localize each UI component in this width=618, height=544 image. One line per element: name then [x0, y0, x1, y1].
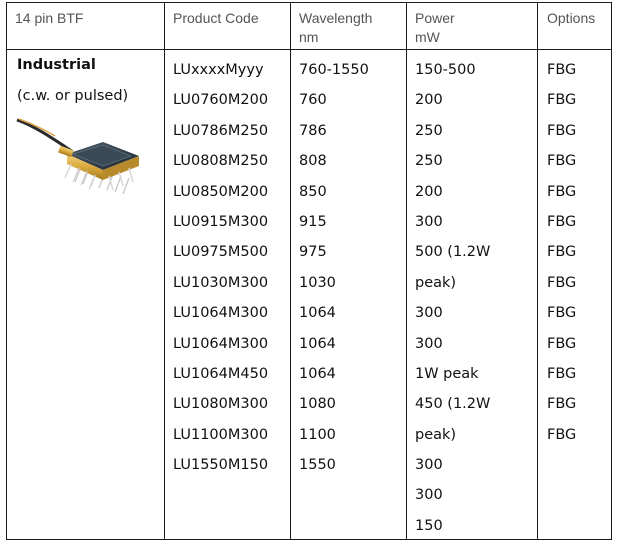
wavelength-cell: 808	[299, 153, 327, 170]
options-cell: FBG	[547, 274, 577, 291]
wavelength-cell: 1064	[299, 335, 336, 352]
product-code-cell: LU1080M300	[173, 396, 269, 413]
options-cell: FBG	[547, 396, 577, 413]
column-divider	[164, 3, 165, 539]
power-cell: 200	[415, 183, 443, 200]
wavelength-cell: 915	[299, 213, 327, 230]
power-cell: 300	[415, 305, 443, 322]
product-code-cell: LU0975M500	[173, 244, 269, 261]
power-cell: 200	[415, 92, 443, 109]
options-column	[547, 55, 576, 450]
product-code-column	[173, 55, 268, 480]
header-wavelength-unit: nm	[299, 29, 319, 45]
options-cell: FBG	[547, 244, 577, 261]
options-cell: FBG	[547, 122, 577, 139]
header-wavelength	[299, 9, 372, 47]
wavelength-cell: 1064	[299, 305, 336, 322]
power-cell: 300	[415, 335, 443, 352]
wavelength-cell: 786	[299, 122, 327, 139]
power-cell: 500 (1.2W	[415, 244, 491, 261]
options-cell: FBG	[547, 183, 577, 200]
product-code-cell: LU0850M200	[173, 183, 269, 200]
power-cell: 300	[415, 487, 443, 504]
wavelength-cell: 1064	[299, 365, 336, 382]
wavelength-cell: 760	[299, 92, 327, 109]
product-code-cell: LU1064M450	[173, 365, 269, 382]
column-divider	[537, 3, 538, 539]
product-code-cell: LU0760M200	[173, 92, 269, 109]
product-code-cell: LU1550M150	[173, 457, 269, 474]
header-power	[415, 9, 455, 47]
wavelength-cell: 1550	[299, 457, 336, 474]
power-cell: 300	[415, 457, 443, 474]
power-cell: 250	[415, 122, 443, 139]
options-cell: FBG	[547, 335, 577, 352]
power-cell: peak)	[415, 274, 457, 291]
options-cell: FBG	[547, 92, 577, 109]
header-options: Options	[547, 10, 596, 26]
header-divider	[7, 49, 611, 50]
wavelength-cell: 975	[299, 244, 327, 261]
power-cell: 150	[415, 517, 443, 534]
power-cell: 1W peak	[415, 365, 479, 382]
product-code-cell: LU0786M250	[173, 122, 269, 139]
category-title: Industrial	[17, 57, 96, 73]
power-cell: 450 (1.2W	[415, 396, 491, 413]
options-cell: FBG	[547, 213, 577, 230]
header-product-code: Product Code	[173, 10, 259, 26]
header-wavelength-line1: Wavelength	[299, 10, 373, 26]
product-code-cell: LU1100M300	[173, 426, 269, 443]
wavelength-cell: 1030	[299, 274, 336, 291]
power-cell: peak)	[415, 426, 457, 443]
column-divider	[406, 3, 407, 539]
column-divider	[290, 3, 291, 539]
product-code-cell: LUxxxxMyyy	[173, 62, 264, 78]
product-code-cell: LU1064M300	[173, 305, 269, 322]
power-column	[415, 55, 490, 541]
options-cell: FBG	[547, 305, 577, 322]
power-cell: 300	[415, 213, 443, 230]
wavelength-cell: 1080	[299, 396, 336, 413]
power-cell: 250	[415, 153, 443, 170]
product-code-cell: LU1030M300	[173, 274, 269, 291]
options-cell: FBG	[547, 426, 577, 443]
laser-module-image	[15, 118, 147, 204]
wavelength-cell: 760-1550	[299, 62, 369, 78]
wavelength-cell: 1100	[299, 426, 336, 443]
category-subtitle: (c.w. or pulsed)	[17, 88, 129, 104]
product-code-cell: LU1064M300	[173, 335, 269, 352]
header-power-line1: Power	[415, 10, 455, 26]
power-cell: 150-500	[415, 62, 476, 78]
wavelength-column	[299, 55, 369, 480]
header-package: 14 pin BTF	[15, 10, 84, 26]
header-power-unit: mW	[415, 29, 440, 45]
options-cell: FBG	[547, 62, 577, 78]
product-code-cell: LU0808M250	[173, 153, 269, 170]
options-cell: FBG	[547, 365, 577, 382]
product-code-cell: LU0915M300	[173, 213, 269, 230]
options-cell: FBG	[547, 153, 577, 170]
product-table	[6, 2, 612, 540]
wavelength-cell: 850	[299, 183, 327, 200]
